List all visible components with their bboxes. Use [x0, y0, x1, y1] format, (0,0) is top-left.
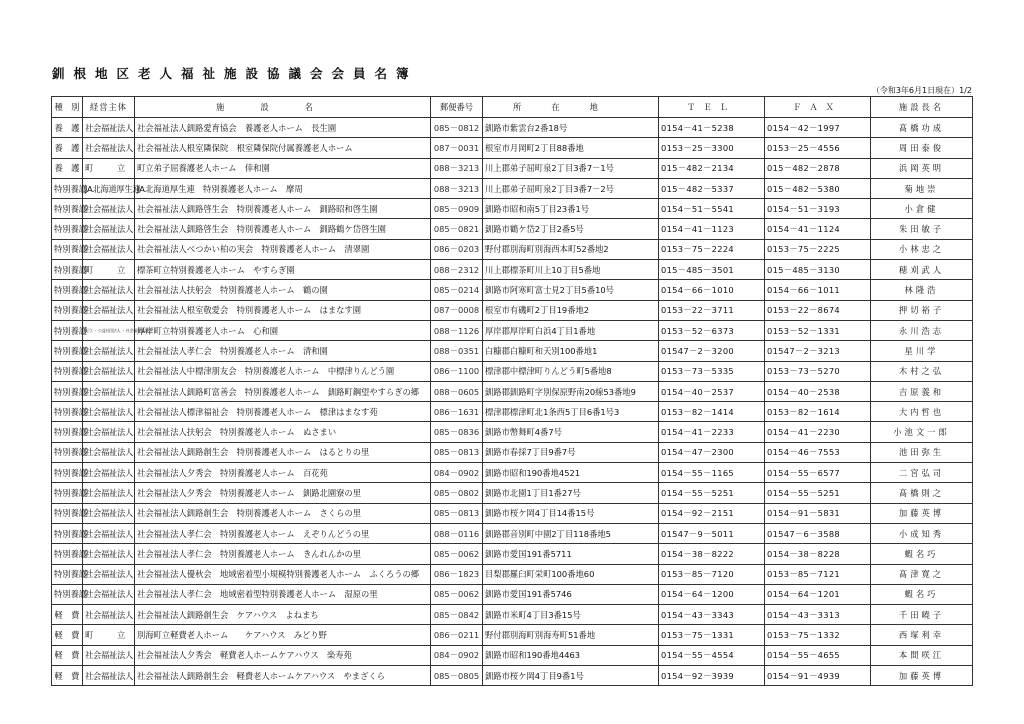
table-row: [52, 503, 973, 523]
table-row: [52, 239, 973, 259]
zip-cell: 087－0031: [431, 138, 483, 158]
tel-cell: 0154－47－2300: [659, 442, 765, 462]
header-address: 所在地: [483, 97, 659, 118]
operator-cell: 社会福祉法人: [83, 564, 135, 584]
tel-cell: 0154－55－4554: [659, 645, 765, 665]
facility-cell: 社会福祉法人釧路創生会 特別養護老人ホーム はるとりの里: [135, 442, 431, 462]
zip-cell: 085－0813: [431, 442, 483, 462]
director-cell: 蝦名巧: [871, 584, 973, 604]
facility-cell: 社会福祉法人孝仁会 特別養護老人ホーム きんれんかの里: [135, 544, 431, 564]
director-cell: 小池文一郎: [871, 422, 973, 442]
address-cell: 標津郡標津町北1条西5丁目6番1号3: [483, 402, 659, 422]
table-row: [52, 178, 973, 198]
table-body: [52, 118, 973, 686]
tel-cell: 0153－73－5335: [659, 361, 765, 381]
facility-cell: 社会福祉法人扶躬会 特別養護老人ホーム 鶴の園: [135, 280, 431, 300]
fax-cell: 0154－55－5251: [765, 483, 871, 503]
operator-cell: 社会福祉法人: [83, 442, 135, 462]
facility-cell: 社会福祉法人標津福祉会 特別養護老人ホーム 標津はまなす苑: [135, 402, 431, 422]
fax-cell: 0154－41－1124: [765, 219, 871, 239]
director-cell: 髙津寛之: [871, 564, 973, 584]
operator-cell: 社会福祉法人: [83, 341, 135, 361]
type-cell: 特別養護: [52, 178, 83, 198]
fax-cell: 0154－42－1997: [765, 118, 871, 138]
fax-cell: 01547－6－3588: [765, 523, 871, 543]
type-cell: 特別養護: [52, 381, 83, 401]
as-of-date-note: （令和3年6月1日現在）1/2: [871, 86, 972, 95]
zip-cell: 085－0802: [431, 483, 483, 503]
fax-cell: 0154－55－6577: [765, 463, 871, 483]
tel-cell: 0154－43－3343: [659, 605, 765, 625]
table-row: [52, 361, 973, 381]
facility-cell: 社会福祉法人釧路啓生会 特別養護老人ホーム 釧路鶴ケ岱啓生園: [135, 219, 431, 239]
director-cell: 加藤英博: [871, 503, 973, 523]
table-row: [52, 280, 973, 300]
zip-cell: 086－0203: [431, 239, 483, 259]
address-cell: 川上郡弟子屈町泉2丁目3番7－1号: [483, 158, 659, 178]
tel-cell: 015－485－3501: [659, 260, 765, 280]
address-cell: 白糠郡白糠町和天別100番地1: [483, 341, 659, 361]
address-cell: 釧路市桜ケ岡4丁目9番1号: [483, 666, 659, 686]
table-row: [52, 260, 973, 280]
director-cell: 大内哲也: [871, 402, 973, 422]
type-cell: 養 護: [52, 118, 83, 138]
operator-cell: 社会福祉法人: [83, 239, 135, 259]
zip-cell: 085－0909: [431, 199, 483, 219]
director-cell: 加藤英博: [871, 666, 973, 686]
operator-cell: 社会福祉法人: [83, 422, 135, 442]
address-cell: 釧路市昭和南5丁目23番1号: [483, 199, 659, 219]
fax-cell: 0154－55－4655: [765, 645, 871, 665]
director-cell: 菊地崇: [871, 178, 973, 198]
fax-cell: 0154－46－7553: [765, 442, 871, 462]
type-cell: 特別養護: [52, 341, 83, 361]
type-cell: 特別養護: [52, 320, 83, 340]
zip-cell: 088－0116: [431, 523, 483, 543]
table-row: [52, 138, 973, 158]
director-cell: 永川浩志: [871, 320, 973, 340]
type-cell: 特別養護: [52, 199, 83, 219]
table-row: [52, 300, 973, 320]
facility-cell: 社会福祉法人釧路愛育協会 養護老人ホーム 長生園: [135, 118, 431, 138]
director-cell: 朱田敏子: [871, 219, 973, 239]
table-row: [52, 219, 973, 239]
type-cell: 特別養護: [52, 219, 83, 239]
director-cell: 浜岡英明: [871, 158, 973, 178]
document-title: 釧根地区老人福祉施設協議会会員名簿: [52, 66, 418, 81]
address-cell: 標津郡中標津町りんどう町5番地8: [483, 361, 659, 381]
tel-cell: 0153－82－1414: [659, 402, 765, 422]
operator-cell: 社会福祉法人: [83, 503, 135, 523]
zip-cell: 086－1823: [431, 564, 483, 584]
operator-cell: 社会福祉法人: [83, 219, 135, 239]
fax-cell: 0153－25－4556: [765, 138, 871, 158]
table-row: [52, 158, 973, 178]
facility-cell: 社会福祉法人根室敬愛会 特別養護老人ホーム はまなす園: [135, 300, 431, 320]
type-cell: 特別養護: [52, 280, 83, 300]
operator-cell: 社会福祉法人: [83, 584, 135, 604]
address-cell: 野付郡別海町別海西本町52番地2: [483, 239, 659, 259]
table-row: [52, 625, 973, 645]
facility-cell: 社会福祉法人釧路啓生会 特別養護老人ホーム 釧路昭和啓生園: [135, 199, 431, 219]
zip-cell: 085－0836: [431, 422, 483, 442]
fax-cell: 0153－75－1332: [765, 625, 871, 645]
operator-cell: 社会福祉法人: [83, 361, 135, 381]
tel-cell: 0153－52－6373: [659, 320, 765, 340]
address-cell: 厚岸郡厚岸町白浜4丁目1番地: [483, 320, 659, 340]
tel-cell: 0154－66－1010: [659, 280, 765, 300]
table-row: [52, 320, 973, 340]
header-facility: 施設名: [135, 97, 431, 118]
table-row: [52, 483, 973, 503]
fax-cell: 0154－91－5831: [765, 503, 871, 523]
address-cell: 川上郡標茶町川上10丁目5番地: [483, 260, 659, 280]
type-cell: 特別養護: [52, 402, 83, 422]
fax-cell: 0154－64－1201: [765, 584, 871, 604]
operator-cell: 社会福祉法人: [83, 138, 135, 158]
operator-cell: 社会福祉法人: [83, 300, 135, 320]
facility-cell: 社会福祉法人釧路町富善会 特別養護老人ホーム 釧路町鋼望やすらぎの郷: [135, 381, 431, 401]
tel-cell: 0153－75－1331: [659, 625, 765, 645]
header-director: 施設長名: [871, 97, 973, 118]
header-type: 種 別: [52, 97, 83, 118]
fax-cell: 0154－43－3313: [765, 605, 871, 625]
tel-cell: 0153－85－7120: [659, 564, 765, 584]
table-row: [52, 402, 973, 422]
operator-cell: 町 立: [83, 260, 135, 280]
zip-cell: 087－0008: [431, 300, 483, 320]
address-cell: 釧路市春採7丁目9番7号: [483, 442, 659, 462]
fax-cell: 0154－66－1011: [765, 280, 871, 300]
tel-cell: 0154－55－1165: [659, 463, 765, 483]
type-cell: 軽 費: [52, 625, 83, 645]
director-cell: 周田泰俊: [871, 138, 973, 158]
header-tel: ＴＥＬ: [659, 97, 765, 118]
facility-cell: 社会福祉法人釧路創生会 ケアハウス よねまち: [135, 605, 431, 625]
address-cell: 釧路市鶴ケ岱2丁目2番5号: [483, 219, 659, 239]
table-row: [52, 422, 973, 442]
address-cell: 釧路市昭和190番地4521: [483, 463, 659, 483]
address-cell: 根室市月岡町2丁目88番地: [483, 138, 659, 158]
tel-cell: 0154－38－8222: [659, 544, 765, 564]
operator-cell: 社会福祉法人: [83, 463, 135, 483]
member-roster-table: [51, 96, 973, 686]
facility-cell: 厚岸町立特別養護老人ホーム 心和園: [135, 320, 431, 340]
zip-cell: 088－0605: [431, 381, 483, 401]
type-cell: 特別養護: [52, 361, 83, 381]
director-cell: 西塚利幸: [871, 625, 973, 645]
address-cell: 目梨郡羅臼町栄町100番地60: [483, 564, 659, 584]
director-cell: 穂刈武人: [871, 260, 973, 280]
zip-cell: 085－0805: [431, 666, 483, 686]
table-row: [52, 381, 973, 401]
table-row: [52, 605, 973, 625]
tel-cell: 01547－2－3200: [659, 341, 765, 361]
facility-cell: 社会福祉法人根室隣保院 根室隣保院付属養護老人ホーム: [135, 138, 431, 158]
director-cell: 髙橋功成: [871, 118, 973, 138]
operator-cell: 町 立: [83, 625, 135, 645]
director-cell: 蝦名巧: [871, 544, 973, 564]
type-cell: 特別養護: [52, 300, 83, 320]
zip-cell: 084－0902: [431, 463, 483, 483]
tel-cell: 0153－75－2224: [659, 239, 765, 259]
zip-cell: 088－1126: [431, 320, 483, 340]
operator-cell: 社会福祉法人: [83, 402, 135, 422]
facility-cell: 社会福祉法人孝仁会 地域密着型特別養護老人ホーム 湿原の里: [135, 584, 431, 604]
director-cell: 小成知秀: [871, 523, 973, 543]
fax-cell: 0153－85－7121: [765, 564, 871, 584]
fax-cell: 015－482－2878: [765, 158, 871, 178]
operator-cell: JA北海道厚生連: [83, 178, 135, 198]
director-cell: 小林忠之: [871, 239, 973, 259]
facility-cell: 社会福祉法人優秋会 地域密着型小規模特別養護老人ホーム ふくろうの郷: [135, 564, 431, 584]
director-cell: 小倉健: [871, 199, 973, 219]
fax-cell: 0153－82－1614: [765, 402, 871, 422]
tel-cell: 0154－92－2151: [659, 503, 765, 523]
type-cell: 特別養護: [52, 422, 83, 442]
zip-cell: 088－0351: [431, 341, 483, 361]
zip-cell: 084－0902: [431, 645, 483, 665]
zip-cell: 085－0813: [431, 503, 483, 523]
table-row: [52, 544, 973, 564]
facility-cell: 社会福祉法人夕秀会 特別養護老人ホーム 百花苑: [135, 463, 431, 483]
zip-cell: 085－0214: [431, 280, 483, 300]
fax-cell: 0154－51－3193: [765, 199, 871, 219]
director-cell: 本間咲江: [871, 645, 973, 665]
header-fax: ＦＡＸ: [765, 97, 871, 118]
type-cell: 特別養護: [52, 463, 83, 483]
operator-cell: 社会福祉法人: [83, 199, 135, 219]
operator-cell: 社会福祉法人: [83, 605, 135, 625]
fax-cell: 015－485－3130: [765, 260, 871, 280]
table-header-row: [52, 97, 973, 118]
zip-cell: 085－0812: [431, 118, 483, 138]
fax-cell: 0154－38－8228: [765, 544, 871, 564]
address-cell: 根室市有磯町2丁目19番地2: [483, 300, 659, 320]
address-cell: 釧路市米町4丁目3番15号: [483, 605, 659, 625]
address-cell: 釧路市桜ケ岡4丁目14番15号: [483, 503, 659, 523]
director-cell: 髙橋則之: [871, 483, 973, 503]
fax-cell: 0154－91－4939: [765, 666, 871, 686]
address-cell: 釧路郡釧路町字別保原野南20線53番地9: [483, 381, 659, 401]
operator-cell: 社会福祉法人: [83, 118, 135, 138]
fax-cell: 01547－2－3213: [765, 341, 871, 361]
table-row: [52, 645, 973, 665]
type-cell: 特別養護: [52, 483, 83, 503]
type-cell: 特別養護: [52, 523, 83, 543]
facility-cell: 社会福祉法人べつかい柏の実会 特別養護老人ホーム 清翠園: [135, 239, 431, 259]
table-row: [52, 341, 973, 361]
zip-cell: 086－1100: [431, 361, 483, 381]
type-cell: 特別養護: [52, 584, 83, 604]
type-cell: 特別養護: [52, 503, 83, 523]
address-cell: 釧路市昭和190番地4463: [483, 645, 659, 665]
tel-cell: 0154－41－2233: [659, 422, 765, 442]
operator-cell: 社会福祉法人: [83, 666, 135, 686]
facility-cell: 社会福祉法人扶躬会 特別養護老人ホーム ぬさまい: [135, 422, 431, 442]
facility-cell: 社会福祉法人夕秀会 軽費老人ホームケアハウス 楽寿苑: [135, 645, 431, 665]
facility-cell: 社会福祉法人釧路創生会 特別養護老人ホーム さくらの里: [135, 503, 431, 523]
facility-cell: 社会福祉法人孝仁会 特別養護老人ホーム えぞりんどうの里: [135, 523, 431, 543]
tel-cell: 0154－41－1123: [659, 219, 765, 239]
table-row: [52, 666, 973, 686]
fax-cell: 0153－52－1331: [765, 320, 871, 340]
zip-cell: 085－0821: [431, 219, 483, 239]
operator-cell: 町 立: [83, 158, 135, 178]
tel-cell: 0153－25－3300: [659, 138, 765, 158]
facility-cell: 町立弟子屈養護老人ホーム 倖和園: [135, 158, 431, 178]
table-row: [52, 564, 973, 584]
address-cell: 釧路市阿寒町富士見2丁目5番10号: [483, 280, 659, 300]
director-cell: 千田曉子: [871, 605, 973, 625]
tel-cell: 0154－64－1200: [659, 584, 765, 604]
zip-cell: 088－2312: [431, 260, 483, 280]
director-cell: 二宮弘司: [871, 463, 973, 483]
director-cell: 池田弥生: [871, 442, 973, 462]
zip-cell: 088－3213: [431, 178, 483, 198]
director-cell: 吉原義和: [871, 381, 973, 401]
zip-cell: 088－3213: [431, 158, 483, 178]
address-cell: 釧路市紫雲台2番18号: [483, 118, 659, 138]
type-cell: 養 護: [52, 158, 83, 178]
director-cell: 押切裕子: [871, 300, 973, 320]
address-cell: 釧路市北園1丁目1番27号: [483, 483, 659, 503]
table-row: [52, 523, 973, 543]
table-row: [52, 199, 973, 219]
type-cell: 軽 費: [52, 666, 83, 686]
fax-cell: 0154－41－2230: [765, 422, 871, 442]
operator-cell: 社会福祉法人: [83, 381, 135, 401]
header-zip: 郵便番号: [431, 97, 483, 118]
address-cell: 野付郡別海町別海寿町51番地: [483, 625, 659, 645]
fax-cell: 0153－73－5270: [765, 361, 871, 381]
facility-cell: 標茶町立特別養護老人ホーム やすらぎ園: [135, 260, 431, 280]
facility-cell: 別海町立軽費老人ホーム ケアハウス みどり野: [135, 625, 431, 645]
type-cell: 特別養護: [52, 260, 83, 280]
tel-cell: 0154－40－2537: [659, 381, 765, 401]
zip-cell: 086－0211: [431, 625, 483, 645]
tel-cell: 0154－55－5251: [659, 483, 765, 503]
type-cell: 軽 費: [52, 605, 83, 625]
tel-cell: 0154－51－5541: [659, 199, 765, 219]
fax-cell: 0153－75－2225: [765, 239, 871, 259]
facility-cell: 社会福祉法人釧路創生会 軽費老人ホームケアハウス やまざくら: [135, 666, 431, 686]
operator-cell: 社会福祉法人: [83, 645, 135, 665]
facility-cell: 社会福祉法人中標津朋友会 特別養護老人ホーム 中標津りんどう園: [135, 361, 431, 381]
operator-cell: 町立 ・ 公益社団法人 ・ 社会福祉協議会: [83, 320, 135, 340]
operator-cell: 社会福祉法人: [83, 280, 135, 300]
address-cell: 釧路郡音別町中園2丁目118番地5: [483, 523, 659, 543]
zip-cell: 085－0062: [431, 544, 483, 564]
address-cell: 釧路市愛国191番5746: [483, 584, 659, 604]
director-cell: 林隆浩: [871, 280, 973, 300]
type-cell: 養 護: [52, 138, 83, 158]
tel-cell: 015－482－5337: [659, 178, 765, 198]
facility-cell: 社会福祉法人夕秀会 特別養護老人ホーム 釧路北園寮の里: [135, 483, 431, 503]
fax-cell: 0153－22－8674: [765, 300, 871, 320]
tel-cell: 0154－41－5238: [659, 118, 765, 138]
fax-cell: 0154－40－2538: [765, 381, 871, 401]
fax-cell: 015－482－5380: [765, 178, 871, 198]
tel-cell: 0154－92－3939: [659, 666, 765, 686]
tel-cell: 01547－9－5011: [659, 523, 765, 543]
type-cell: 軽 費: [52, 645, 83, 665]
type-cell: 特別養護: [52, 442, 83, 462]
zip-cell: 085－0842: [431, 605, 483, 625]
type-cell: 特別養護: [52, 544, 83, 564]
type-cell: 特別養護: [52, 239, 83, 259]
facility-cell: 社会福祉法人孝仁会 特別養護老人ホーム 清和園: [135, 341, 431, 361]
tel-cell: 0153－22－3711: [659, 300, 765, 320]
table-row: [52, 463, 973, 483]
table-row: [52, 118, 973, 138]
operator-cell: 社会福祉法人: [83, 523, 135, 543]
director-cell: 木村之弘: [871, 361, 973, 381]
zip-cell: 085－0062: [431, 584, 483, 604]
tel-cell: 015－482－2134: [659, 158, 765, 178]
address-cell: 川上郡弟子屈町泉2丁目3番7－2号: [483, 178, 659, 198]
header-operator: 経営主体: [83, 97, 135, 118]
operator-cell: 社会福祉法人: [83, 544, 135, 564]
zip-cell: 086－1631: [431, 402, 483, 422]
facility-cell: JA北海道厚生連 特別養護老人ホーム 摩周: [135, 178, 431, 198]
operator-cell: 社会福祉法人: [83, 483, 135, 503]
table-row: [52, 442, 973, 462]
type-cell: 特別養護: [52, 564, 83, 584]
address-cell: 釧路市幣舞町4番7号: [483, 422, 659, 442]
address-cell: 釧路市愛国191番5711: [483, 544, 659, 564]
table-row: [52, 584, 973, 604]
director-cell: 星川学: [871, 341, 973, 361]
